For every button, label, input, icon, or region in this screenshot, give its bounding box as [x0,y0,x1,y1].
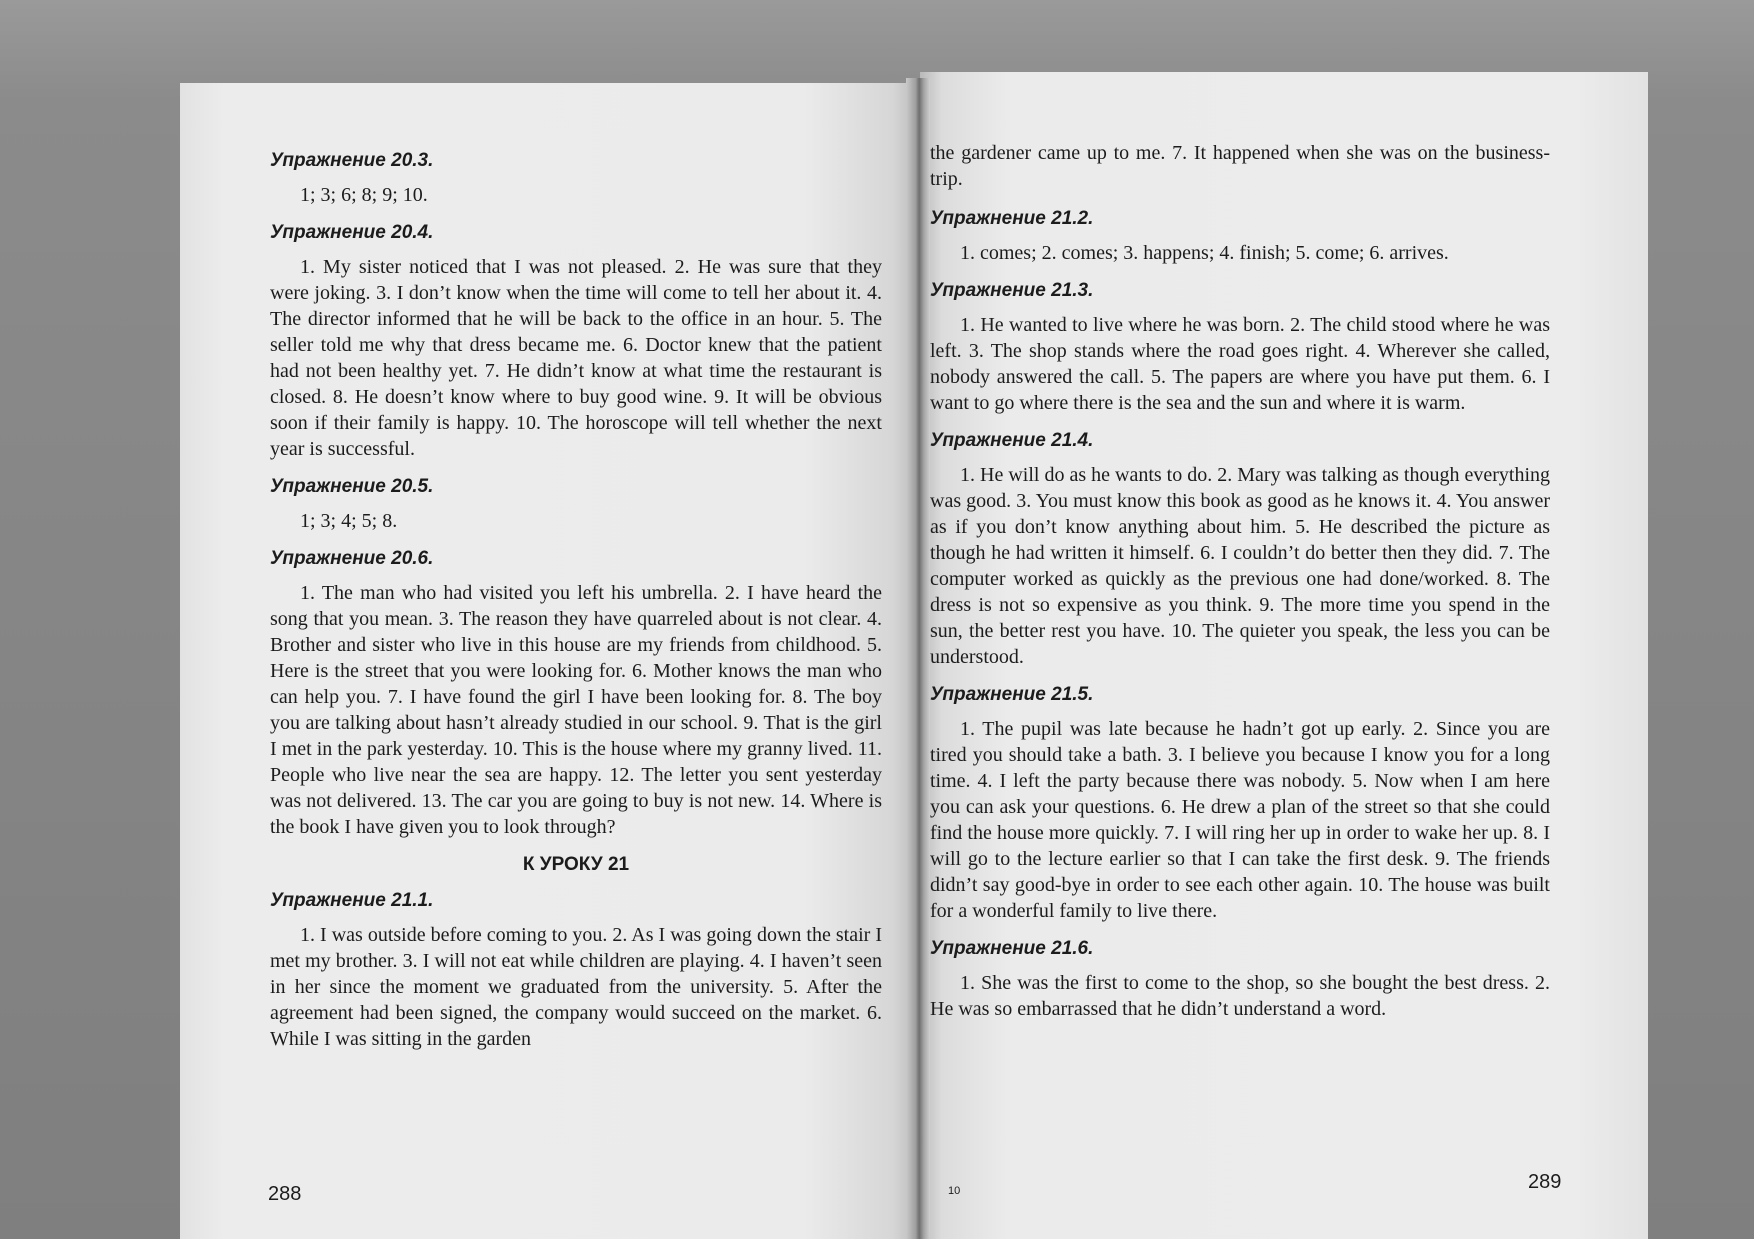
exercise-heading: Упражнение 21.2. [930,208,1094,229]
exercise-answer: 1. He will do as he wants to do. 2. Mary was talking as though everything was good. 3. You must know this book as good as he knows it. 4. You answer as if you don’t know anything about him. 5. He described the picture as though he had written it himself. 6. I couldn’t do better then they did. 7. The computer worked as quickly as the previous one had done/worked. 8. The dress is not so expensive as you think. 9. The more time you spend in the sun, the better rest you have. 10. The quieter you speak, the less you can be understood. [930,464,1550,668]
exercise-answer: 1. I was outside before coming to you. 2. As I was going down the stair I met my brother. 3. I will not eat while children are playing. 4. I haven’t seen in her since the moment we graduated from the university. 5. After the agreement had been signed, the company would succeed on the market. 6. While I was sitting in the garden [270,924,882,1050]
exercise-answer: 1. The pupil was late because he hadn’t got up early. 2. Since you are tired you should take a bath. 3. I believe you because I know you for a long time. 4. I left the party because there was nobody. 5. Now when I am here you can ask your questions. 6. He drew a plan of the street so that she could find the house more quickly. 7. I will ring her up in order to wake her up. 8. I will go to the lecture earlier so that I can take the first desk. 9. The friends didn’t say good-bye in order to see each other again. 10. The house was built for a wonderful family to live there. [930,718,1550,922]
exercise-heading: Упражнение 20.6. [270,548,434,569]
print-mark: 10 [948,1185,961,1197]
page-number-right: 289 [1528,1171,1562,1193]
exercise-answer: 1; 3; 6; 8; 9; 10. [300,184,428,206]
exercise-answer: 1. She was the first to come to the shop, so she bought the best dress. 2. He was so embarrassed that he didn’t understand a word. [930,972,1550,1020]
exercise-heading: Упражнение 20.3. [270,150,434,171]
book-gutter [906,78,930,1239]
exercise-answer: 1. comes; 2. comes; 3. happens; 4. finish; 5. come; 6. arrives. [960,242,1449,264]
exercise-heading: Упражнение 21.1. [270,890,434,911]
exercise-answer: 1. My sister noticed that I was not pleased. 2. He was sure that they were joking. 3. I don’t know when the time will come to tell her about it. 4. The director informed that he will be back to the office in an hour. 5. The seller told me why that dress became me. 6. Doctor knew that the patient had not been healthy yet. 7. He didn’t know at what time the restaurant is closed. 8. He doesn’t know where to buy good wine. 9. It will be obvious soon if their family is happy. 10. The horoscope will tell whether the next year is successful. [270,256,882,460]
exercise-heading: Упражнение 21.5. [930,684,1094,705]
section-title: К УРОКУ 21 [522,854,630,875]
exercise-heading: Упражнение 20.5. [270,476,434,497]
exercise-heading: Упражнение 20.4. [270,222,434,243]
exercise-heading: Упражнение 21.4. [930,430,1094,451]
exercise-answer: 1; 3; 4; 5; 8. [300,510,398,532]
exercise-heading: Упражнение 21.6. [930,938,1094,959]
exercise-answer: 1. He wanted to live where he was born. 2. The child stood where he was left. 3. The shop stands where the road goes right. 4. Wherever she called, nobody answered the call. 5. The papers are where you have put them. 6. I want to go where there is the sea and the sun and where it is warm. [930,314,1550,414]
exercise-answer: 1. The man who had visited you left his umbrella. 2. I have heard the song that you mean. 3. The reason they have quarreled about is not clear. 4. Brother and sister who live in this house are my friends from childhood. 5. Here is the street that you were looking for. 6. Mother knows the man who can help you. 7. I have found the girl I have been looking for. 8. The boy you are talking about hasn’t already studied in our school. 9. That is the girl I met in the park yesterday. 10. This is the house where my granny lived. 11. People who live near the sea are happy. 12. The letter you sent yesterday was not delivered. 13. The car you are going to buy is not new. 14. Where is the book I have given you to look through? [270,582,882,838]
continued-text: the gardener came up to me. 7. It happened when she was on the business-trip. [930,142,1550,190]
exercise-heading: Упражнение 21.3. [930,280,1094,301]
page-number-left: 288 [268,1183,302,1205]
left-page-content [270,148,882,1064]
right-page-content [930,140,1550,1034]
